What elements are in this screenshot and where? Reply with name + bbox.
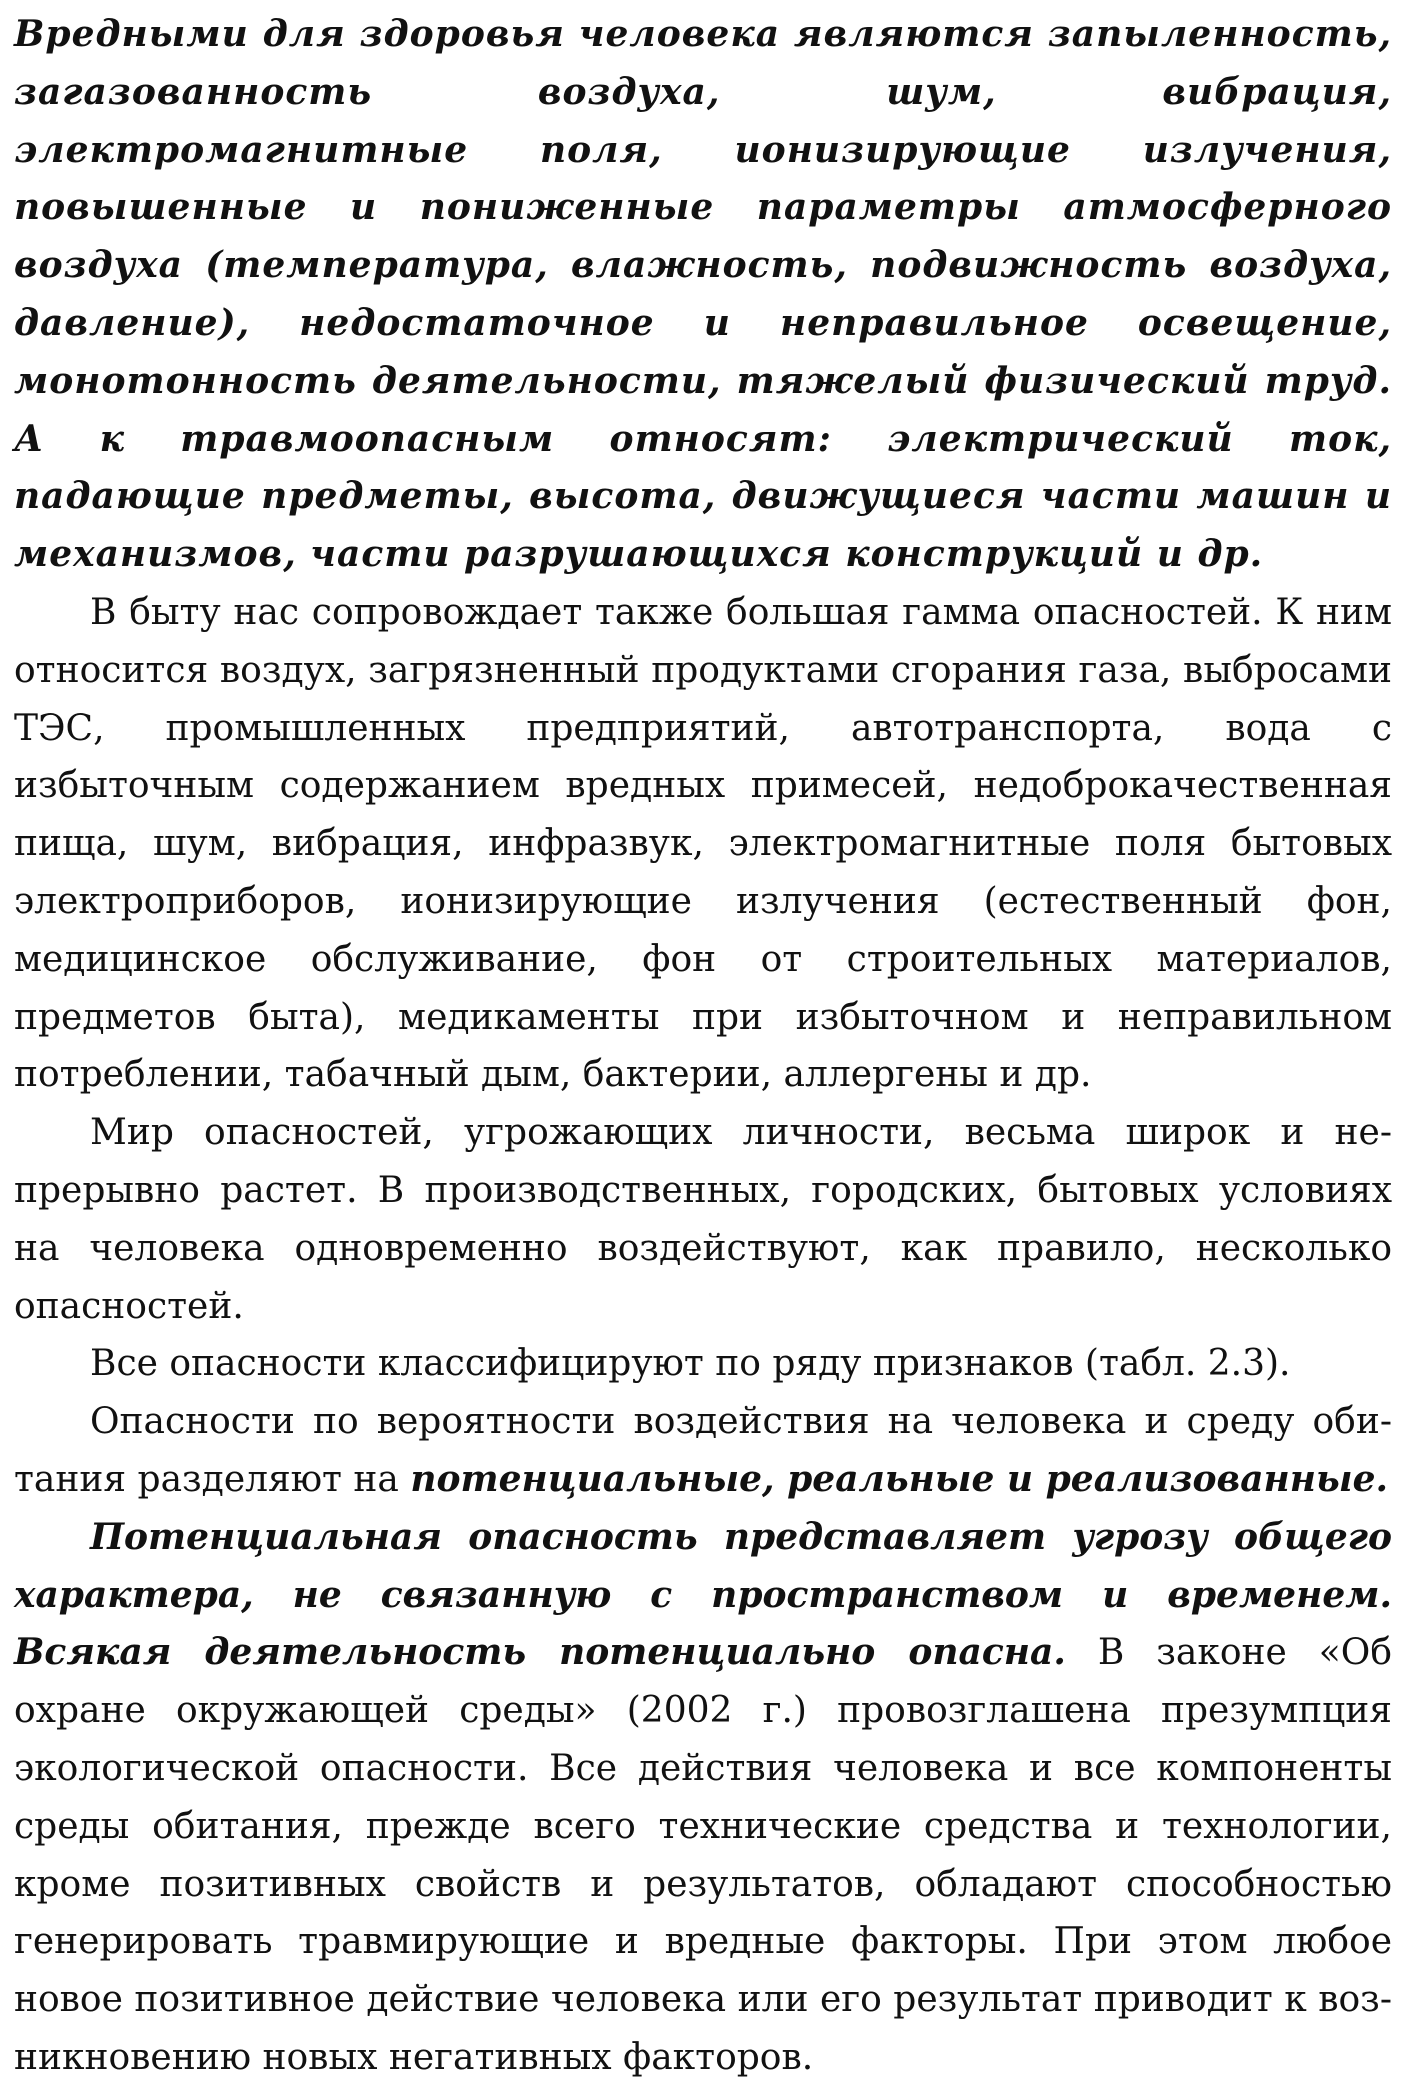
paragraph-classification: Все опасности классифицируют по ряду признаков (табл. 2.3). — [90, 1343, 1291, 1385]
paragraph-household-hazards: В быту нас сопровождает также большая гамма опасностей. К ним относится воздух, загрязненный продуктами сгорания газа, выбросами ТЭС, промышленных предприятий, автотранспорта, вода с избыточным содержанием вредных примесей, недоброкачественная пища, шум, вибрация, инфразвук, электромагнитные поля бытовых электроприборов, ионизирующие излучения (естественный фон, медицинское обслуживание, фон от строительных материалов, предметов быта), медикаменты при избыточном и неправильном потреблении, табачный дым, бактерии, аллергены и др. — [14, 591, 1392, 1096]
paragraph-probability — [14, 1393, 1392, 1509]
paragraph-harmful-factors: Вредными для здоровья человека являются запыленность, загазованность воздуха, шум, вибрация, электромагнитные поля, ионизирующие излучения, повышенные и пониженные параметры атмосферного воздуха (температура, влажность, подвижность воздуха, давление), недостаточное и неправильное освещение, монотонность деятельности, тяжелый физический труд. А к травмоопасным относят: электрический ток, падающие предметы, высота, движущиеся части машин и механизмов, части разрушающихся конструкций и др. — [14, 13, 1392, 576]
probability-text: Опасности по вероятности воздействия на человека и среду обитания разделяют на — [14, 1401, 1392, 1500]
paragraph-world-of-hazards: Мир опасностей, угрожающих личности, весьма широк и непрерывно растет. В производственных, городских, бытовых условиях на человека одновременно воздействуют, как правило, несколько опасностей. — [14, 1112, 1392, 1327]
paragraph-potential-hazard — [14, 1509, 1392, 2087]
probability-emphasis: потенциальные, реальные и реализованные. — [410, 1457, 1389, 1500]
potential-hazard-text: В законе «Об охране окружающей среды» (2002 г.) провозглашена презумпция экологической опасности. Все действия человека и все компоненты среды обитания, прежде всего технические средства и технологии, кроме позитивных свойств и результатов, обладают способностью генерировать травмирующие и вредные факторы. При этом любое новое позитивное действие человека или его результат приводит к возникновению новых негативных факторов. — [14, 1632, 1392, 2078]
potential-hazard-emphasis: Потенциальная опасность представляет угрозу общего характера, не связанную с пространством и временем. Всякая деятельность потенциально опасна. — [14, 1515, 1392, 1674]
